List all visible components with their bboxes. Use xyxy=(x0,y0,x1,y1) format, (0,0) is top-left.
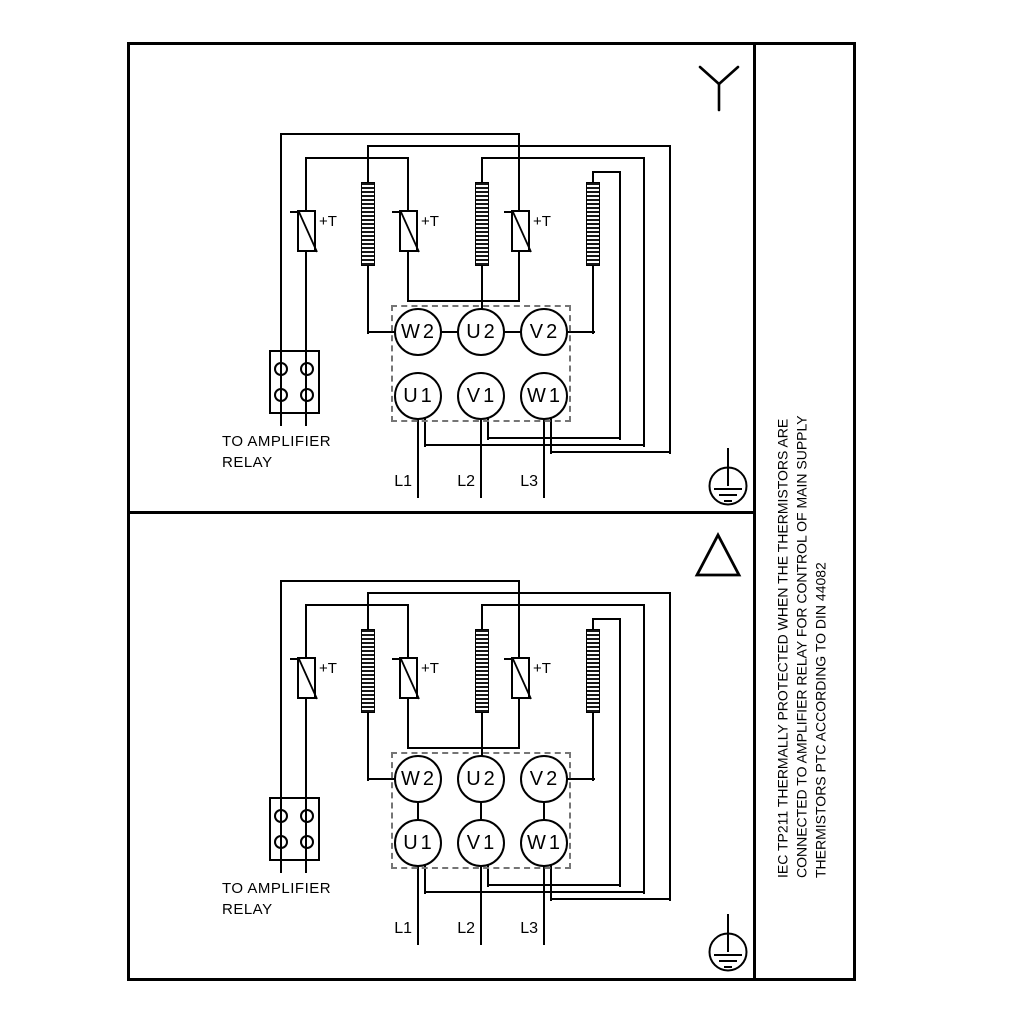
wire xyxy=(280,580,520,582)
winding-coil xyxy=(475,182,489,266)
winding-coil xyxy=(475,629,489,713)
side-note-line: CONNECTED TO AMPLIFIER RELAY FOR CONTROL OF MAIN SUPPLY xyxy=(793,415,810,878)
terminal-circle: U1 xyxy=(394,372,442,420)
star-symbol xyxy=(695,62,743,114)
wire xyxy=(487,437,621,439)
side-note-line: THERMISTORS PTC ACCORDING TO DIN 44082 xyxy=(812,562,829,878)
thermistor-label: +T xyxy=(319,660,337,677)
wire xyxy=(481,604,645,606)
ground-icon xyxy=(703,914,753,974)
relay-note-text: RELAY xyxy=(222,454,273,471)
relay-terminal-block xyxy=(269,350,320,414)
thermistor-icon xyxy=(289,208,321,256)
relay-note-text: TO AMPLIFIER xyxy=(222,880,332,897)
wire xyxy=(407,300,520,302)
thermistor-label: +T xyxy=(421,213,439,230)
terminal-circle: W2 xyxy=(394,308,442,356)
relay-note-text: RELAY xyxy=(222,901,273,918)
wire xyxy=(481,157,483,184)
wire xyxy=(643,604,645,894)
wire xyxy=(592,618,621,620)
relay-terminal-hole xyxy=(274,388,288,402)
wire xyxy=(424,891,645,893)
wire xyxy=(305,604,409,606)
terminal-circle: U1 xyxy=(394,819,442,867)
ground-icon xyxy=(703,448,753,508)
delta-symbol xyxy=(693,531,743,579)
winding-coil xyxy=(361,182,375,266)
thermistor-icon xyxy=(391,208,423,256)
wire xyxy=(592,711,594,781)
winding-coil xyxy=(361,629,375,713)
terminal-circle: W1 xyxy=(520,372,568,420)
relay-terminal-block xyxy=(269,797,320,861)
thermistor-icon xyxy=(289,655,321,703)
wire xyxy=(550,898,671,900)
wire xyxy=(367,711,369,781)
relay-terminal-hole xyxy=(300,809,314,823)
wire xyxy=(280,133,520,135)
supply-line-label: L1 xyxy=(394,473,412,490)
relay-terminal-hole xyxy=(300,388,314,402)
relay-terminal-hole xyxy=(274,809,288,823)
supply-line-label: L2 xyxy=(457,473,475,490)
wire xyxy=(619,171,621,440)
wire xyxy=(592,171,621,173)
wire xyxy=(367,145,369,184)
thermistor-icon xyxy=(503,655,535,703)
relay-terminal-hole xyxy=(274,362,288,376)
relay-note-text: TO AMPLIFIER xyxy=(222,433,332,450)
thermistor-label: +T xyxy=(533,213,551,230)
winding-coil xyxy=(586,182,600,266)
terminal-circle: U2 xyxy=(457,308,505,356)
side-note-line: IEC TP211 THERMALLY PROTECTED WHEN THE THERMISTORS ARE xyxy=(774,418,791,878)
terminal-circle: W1 xyxy=(520,819,568,867)
thermistor-icon xyxy=(503,208,535,256)
thermistor-label: +T xyxy=(421,660,439,677)
wire xyxy=(481,604,483,631)
wire xyxy=(367,592,369,631)
wire xyxy=(487,884,621,886)
supply-line-label: L3 xyxy=(520,473,538,490)
terminal-circle: V2 xyxy=(520,308,568,356)
supply-line-label: L1 xyxy=(394,920,412,937)
side-note xyxy=(752,364,852,892)
relay-terminal-hole xyxy=(300,362,314,376)
terminal-circle: V2 xyxy=(520,755,568,803)
terminal-circle: V1 xyxy=(457,372,505,420)
relay-terminal-hole xyxy=(300,835,314,849)
supply-line-label: L3 xyxy=(520,920,538,937)
thermistor-icon xyxy=(391,655,423,703)
wire xyxy=(669,592,671,901)
terminal-circle: W2 xyxy=(394,755,442,803)
wire xyxy=(424,444,645,446)
thermistor-label: +T xyxy=(319,213,337,230)
wire xyxy=(643,157,645,447)
wire xyxy=(592,264,594,334)
supply-line-label: L2 xyxy=(457,920,475,937)
winding-coil xyxy=(586,629,600,713)
wire xyxy=(550,451,671,453)
wire xyxy=(669,145,671,454)
wire xyxy=(367,264,369,334)
wire xyxy=(619,618,621,887)
terminal-circle: U2 xyxy=(457,755,505,803)
relay-terminal-hole xyxy=(274,835,288,849)
wire xyxy=(481,157,645,159)
wire xyxy=(305,157,409,159)
wire xyxy=(407,747,520,749)
thermistor-label: +T xyxy=(533,660,551,677)
terminal-circle: V1 xyxy=(457,819,505,867)
